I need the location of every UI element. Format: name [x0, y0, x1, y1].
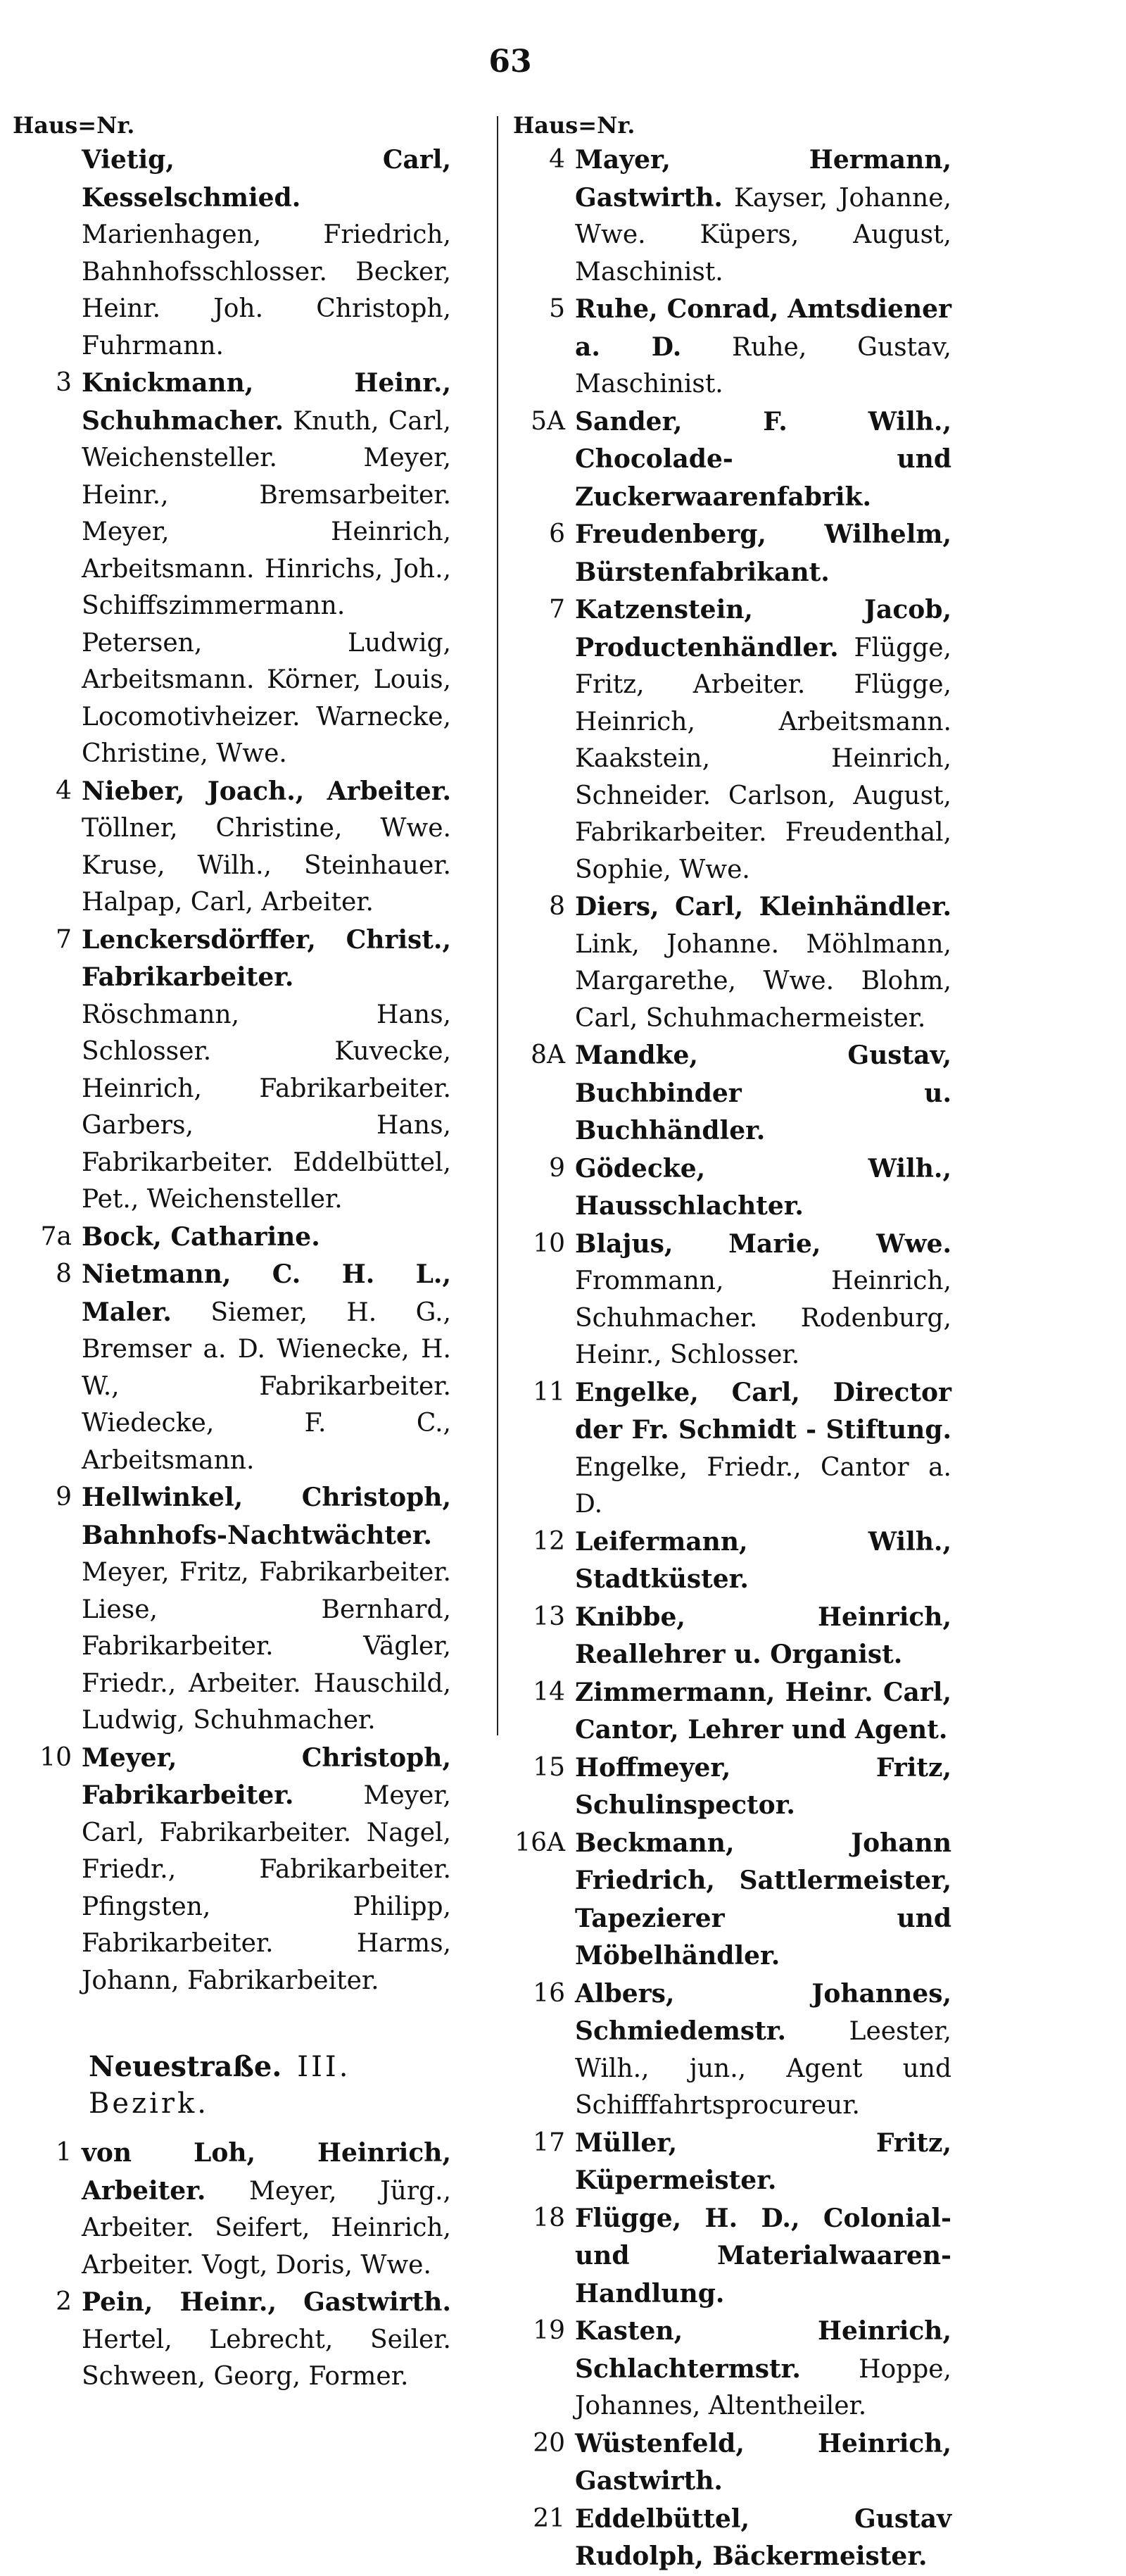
left-column-header: Haus=Nr. [13, 112, 135, 139]
address-entry [512, 516, 951, 591]
first-resident: Meyer, Christoph, Fabrikarbeiter. [82, 1742, 451, 1810]
right-entries [512, 142, 951, 2576]
resident-list [82, 1479, 451, 1740]
other-residents: Töllner, Christine, Wwe. Kruse, Wilh., Steinhauer. Halpap, Carl, Arbeiter. [82, 814, 451, 917]
house-number: 19 [533, 2316, 565, 2345]
district-label: III. Bezirk. [89, 2051, 351, 2120]
resident-list [575, 1975, 951, 2125]
resident-list [82, 142, 451, 365]
address-entry [512, 888, 951, 1037]
resident-list [575, 1825, 951, 1975]
resident-list [575, 2125, 951, 2200]
street-name: Neuestraße. [89, 2050, 282, 2083]
house-number: 10 [39, 1742, 72, 1772]
address-entry [512, 2425, 951, 2501]
first-resident: Knibbe, Heinrich, Reallehrer u. Organist. [575, 1602, 951, 1669]
first-resident: Lenckersdörffer, Christ., Fabrikarbeiter. [82, 924, 451, 992]
resident-list [575, 1037, 951, 1150]
address-entry [512, 2501, 951, 2576]
address-entry [512, 2125, 951, 2200]
house-number: 20 [533, 2428, 565, 2458]
resident-list [82, 365, 451, 773]
address-entry [11, 142, 451, 365]
house-number: 1 [56, 2138, 72, 2167]
first-resident: Pein, Heinr., Gastwirth. [82, 2287, 451, 2317]
first-resident: von Loh, Heinrich, Arbeiter. [82, 2138, 451, 2206]
other-residents: Meyer, Jürg., Arbeiter. Seifert, Heinrich, Arbeiter. Vogt, Doris, Wwe. [82, 2176, 451, 2280]
house-number: 12 [533, 1526, 565, 1556]
address-entry [512, 1150, 951, 1226]
first-resident: Hellwinkel, Christoph, Bahnhofs-Nachtwächter. [82, 1483, 451, 1550]
other-residents: Hoppe, Johannes, Altentheiler. [575, 2354, 951, 2420]
house-number: 13 [533, 1602, 565, 1631]
resident-list [82, 1219, 451, 1257]
address-entry [512, 1674, 951, 1749]
address-entry [512, 1599, 951, 1674]
first-resident: Beckmann, Johann Friedrich, Sattlermeister, Tapezierer und Möbelhändler. [575, 1828, 951, 1971]
right-column-header: Haus=Nr. [513, 112, 635, 139]
address-entry [11, 365, 451, 773]
first-resident: Albers, Johannes, Schmiedemstr. [575, 1978, 951, 2046]
other-residents: Flügge, Fritz, Arbeiter. Flügge, Heinrich, Arbeitsmann. Kaakstein, Heinrich, Schneider. Carlson, August, Fabrikarbeiter. Freudenthal, Sophie, Wwe. [575, 633, 951, 884]
house-number: 7 [549, 595, 565, 624]
address-entry [512, 2200, 951, 2313]
first-resident: Knickmann, Heinr., Schuhmacher. [82, 368, 451, 436]
first-resident: Mandke, Gustav, Buchbinder u. Buchhändler. [575, 1041, 951, 1145]
first-resident: Gödecke, Wilh., Hausschlachter. [575, 1153, 951, 1221]
first-resident: Zimmermann, Heinr. Carl, Cantor, Lehrer und Agent. [575, 1677, 951, 1745]
house-number: 18 [533, 2203, 565, 2232]
first-resident: Bock, Catharine. [82, 1221, 320, 1252]
house-number: 5 [549, 294, 565, 323]
house-number: 8A [531, 1041, 565, 1069]
left-entries [11, 142, 451, 1999]
address-entry [11, 2284, 451, 2396]
house-number: 8 [56, 1259, 72, 1288]
resident-list [575, 2313, 951, 2425]
address-entry [11, 1256, 451, 1479]
address-entry [11, 1479, 451, 1740]
section-heading [89, 2049, 451, 2122]
resident-list [82, 922, 451, 1219]
first-resident: Hoffmeyer, Fritz, Schulinspector. [575, 1752, 951, 1820]
resident-list [575, 1374, 951, 1523]
house-number: 9 [56, 1483, 72, 1512]
first-resident: Diers, Carl, Kleinhändler. [575, 892, 951, 922]
address-entry [512, 403, 951, 517]
address-entry [512, 291, 951, 403]
first-resident: Sander, F. Wilh., Chocolade- und Zuckerwaarenfabrik. [575, 406, 951, 512]
house-number: 10 [533, 1229, 565, 1258]
address-entry [512, 1226, 951, 1374]
first-resident: Flügge, H. D., Colonial- und Materialwaaren-Handlung. [575, 2203, 951, 2308]
first-resident: Nietmann, C. H. L., Maler. [82, 1259, 451, 1327]
resident-list [82, 2284, 451, 2396]
house-number: 2 [56, 2287, 72, 2316]
first-resident: Katzenstein, Jacob, Productenhändler. [575, 595, 951, 662]
first-resident: Vietig, Carl, Kesselschmied. [82, 145, 451, 213]
other-residents: Ruhe, Gustav, Maschinist. [575, 332, 951, 398]
house-number: 7a [40, 1221, 72, 1251]
resident-list [82, 773, 451, 922]
left-column [11, 109, 451, 2396]
other-residents: Engelke, Friedr., Cantor a. D. [575, 1452, 951, 1519]
resident-list [82, 1740, 451, 2000]
first-resident: Eddelbüttel, Gustav Rudolph, Bäckermeister. [575, 2503, 951, 2571]
first-resident: Kasten, Heinrich, Schlachtermstr. [575, 2316, 951, 2384]
address-entry [512, 591, 951, 888]
house-number: 4 [56, 776, 72, 805]
house-number: 3 [56, 368, 72, 397]
house-number [11, 142, 82, 365]
address-entry [512, 1825, 951, 1975]
resident-list [82, 1256, 451, 1479]
address-entry [512, 1523, 951, 1599]
house-number: 11 [533, 1377, 565, 1407]
column-divider [497, 116, 498, 1735]
house-number: 16A [514, 1828, 565, 1857]
resident-list [575, 591, 951, 888]
first-resident: Mayer, Hermann, Gastwirth. [575, 145, 951, 213]
house-number: 7 [56, 924, 72, 954]
address-entry [11, 2135, 451, 2284]
first-resident: Nieber, Joach., Arbeiter. [82, 776, 451, 806]
other-residents: Hertel, Lebrecht, Seiler. Schween, Georg, Former. [82, 2325, 451, 2391]
resident-list [575, 142, 951, 291]
resident-list [575, 1749, 951, 1825]
resident-list [575, 1150, 951, 1226]
house-number: 9 [549, 1153, 565, 1183]
other-residents: Meyer, Carl, Fabrikarbeiter. Nagel, Friedr., Fabrikarbeiter. Pfingsten, Philipp, Fabrikarbeiter. Harms, Johann, Fabrikarbeiter. [82, 1781, 451, 1995]
house-number: 8 [549, 892, 565, 921]
resident-list [575, 1523, 951, 1599]
address-entry [512, 142, 951, 291]
first-resident: Blajus, Marie, Wwe. [575, 1229, 951, 1259]
house-number: 5A [531, 406, 565, 436]
first-resident: Engelke, Carl, Director der Fr. Schmidt - Stiftung. [575, 1377, 951, 1445]
first-resident: Freudenberg, Wilhelm, Bürstenfabrikant. [575, 520, 951, 587]
resident-list [575, 2425, 951, 2501]
other-residents: Frommann, Heinrich, Schuhmacher. Rodenburg, Heinr., Schlosser. [575, 1267, 951, 1369]
resident-list [82, 2135, 451, 2284]
address-entry [512, 1749, 951, 1825]
page-number: 63 [488, 44, 532, 80]
resident-list [575, 888, 951, 1037]
address-entry [512, 2313, 951, 2425]
other-residents: Kayser, Johanne, Wwe. Küpers, August, Maschinist. [575, 183, 951, 287]
right-column [512, 109, 951, 2576]
address-entry [512, 1975, 951, 2125]
other-residents: Leester, Wilh., jun., Agent und Schifffahrtsprocureur. [575, 2017, 951, 2120]
first-resident: Wüstenfeld, Heinrich, Gastwirth. [575, 2428, 951, 2496]
resident-list [575, 1599, 951, 1674]
other-residents: Meyer, Fritz, Fabrikarbeiter. Liese, Bernhard, Fabrikarbeiter. Vägler, Friedr., Arbeiter. Hauschild, Ludwig, Schuhmacher. [82, 1558, 451, 1735]
first-resident: Müller, Fritz, Küpermeister. [575, 2128, 951, 2195]
other-residents: Link, Johanne. Möhlmann, Margarethe, Wwe. Blohm, Carl, Schuhmachermeister. [575, 929, 951, 1033]
other-residents: Knuth, Carl, Weichensteller. Meyer, Heinr., Bremsarbeiter. Meyer, Heinrich, Arbeitsmann. Hinrichs, Joh., Schiffszimmermann. Petersen, Ludwig, Arbeitsmann. Körner, Louis, Locomotivheizer. Warnecke, Christine, Wwe. [82, 406, 451, 768]
house-number: 17 [533, 2128, 565, 2157]
house-number: 15 [533, 1752, 565, 1782]
house-number: 21 [533, 2503, 565, 2533]
house-number: 16 [533, 1978, 565, 2008]
first-resident: Leifermann, Wilh., Stadtküster. [575, 1526, 951, 1594]
address-entry [11, 1740, 451, 2000]
other-residents: Röschmann, Hans, Schlosser. Kuvecke, Heinrich, Fabrikarbeiter. Garbers, Hans, Fabrikarbeiter. Eddelbüttel, Pet., Weichensteller. [82, 1000, 451, 1214]
house-number: 14 [533, 1677, 565, 1707]
address-entry [11, 1219, 451, 1257]
address-entry [512, 1037, 951, 1150]
resident-list [575, 291, 951, 403]
address-entry [512, 1374, 951, 1523]
section-entries [11, 2135, 451, 2396]
resident-list [575, 516, 951, 591]
resident-list [575, 1226, 951, 1374]
address-entry [11, 922, 451, 1219]
house-number: 6 [549, 520, 565, 548]
resident-list [575, 2200, 951, 2313]
address-entry [11, 773, 451, 922]
resident-list [575, 2501, 951, 2576]
resident-list [575, 1674, 951, 1749]
resident-list [575, 403, 951, 517]
other-residents: Siemer, H. G., Bremser a. D. Wienecke, H. W., Fabrikarbeiter. Wiedecke, F. C., Arbeitsmann. [82, 1298, 451, 1475]
other-residents: Marienhagen, Friedrich, Bahnhofsschlosser. Becker, Heinr. Joh. Christoph, Fuhrmann. [82, 220, 451, 360]
house-number: 4 [549, 145, 565, 174]
first-resident: Ruhe, Conrad, Amtsdiener a. D. [575, 294, 951, 362]
